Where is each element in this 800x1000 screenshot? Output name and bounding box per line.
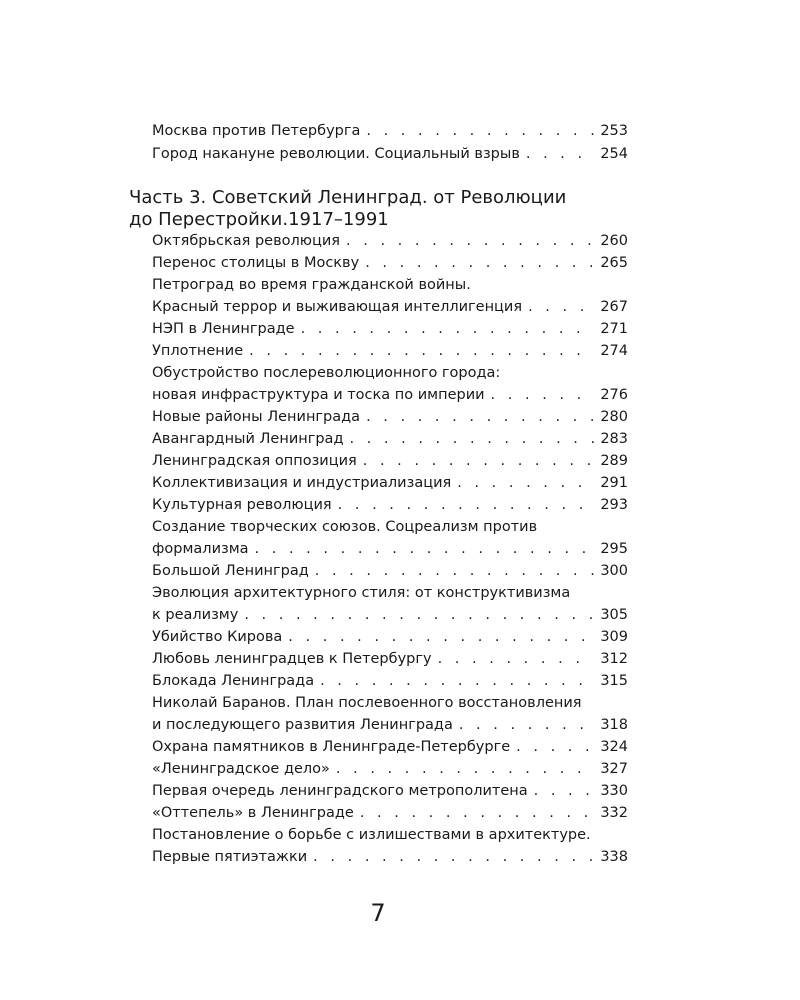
toc-entry-page: 291 xyxy=(600,475,628,491)
dot-leader xyxy=(526,143,594,165)
toc-entry-title: Уплотнение xyxy=(152,343,244,359)
toc-entry-title: «Оттепель» в Ленинграде xyxy=(152,805,354,821)
toc-entry-page: 330 xyxy=(600,783,628,799)
toc-entry-page: 274 xyxy=(600,343,628,359)
toc-entry-title: Перенос столицы в Москву xyxy=(152,255,360,271)
toc-entry-page: 327 xyxy=(600,761,628,777)
toc-entry-page: 265 xyxy=(600,255,628,271)
toc-entry[interactable] xyxy=(152,143,628,165)
toc-entry-page: 254 xyxy=(600,146,628,162)
dot-leader xyxy=(288,626,594,648)
toc-entry-title: Ленинградская оппозиция xyxy=(152,453,357,469)
toc-entry-title: новая инфраструктура и тоска по империи xyxy=(152,387,485,403)
toc-entry-title: Первая очередь ленинградского метрополитена xyxy=(152,783,528,799)
dot-leader xyxy=(313,846,594,868)
toc-entry[interactable] xyxy=(152,846,628,868)
toc-entry[interactable] xyxy=(152,252,628,274)
toc-entry-page: 271 xyxy=(600,321,628,337)
toc-entry-title: формализма xyxy=(152,541,249,557)
toc-entry-title: Любовь ленинградцев к Петербургу xyxy=(152,651,432,667)
toc-entry[interactable] xyxy=(152,670,628,692)
toc-entry-title: Новые районы Ленинграда xyxy=(152,409,361,425)
toc-entry-page: 324 xyxy=(600,739,628,755)
dot-leader xyxy=(315,560,595,582)
toc-entry-page: 300 xyxy=(600,563,628,579)
dot-leader xyxy=(366,120,594,142)
toc-entry[interactable] xyxy=(152,648,628,670)
toc-entry-page: 312 xyxy=(600,651,628,667)
dot-leader xyxy=(349,428,594,450)
dot-leader xyxy=(459,714,594,736)
toc-entry[interactable] xyxy=(152,120,628,142)
page-number: 7 xyxy=(370,899,386,927)
toc-entry-line: Петроград во время гражданской войны. xyxy=(152,277,471,293)
toc-entry-page: 289 xyxy=(600,453,628,469)
toc-entry-page: 260 xyxy=(600,233,628,249)
toc-entry-page: 293 xyxy=(600,497,628,513)
toc-entry-line: Николай Баранов. План послевоенного восстановления xyxy=(152,695,582,711)
toc-entry-title: Культурная революция xyxy=(152,497,332,513)
toc-entry-page: 283 xyxy=(600,431,628,447)
toc-entry[interactable] xyxy=(152,626,628,648)
dot-leader xyxy=(365,252,594,274)
toc-entry-line: Создание творческих союзов. Соцреализм против xyxy=(152,519,538,535)
toc-entry-title: Блокада Ленинграда xyxy=(152,673,315,689)
dot-leader xyxy=(336,758,594,780)
toc-entry-page: 332 xyxy=(600,805,628,821)
toc-entry[interactable] xyxy=(152,340,628,362)
toc-entry-page: 253 xyxy=(600,123,628,139)
dot-leader xyxy=(491,384,595,406)
dot-leader xyxy=(360,802,595,824)
toc-entry-title: Город накануне революции. Социальный взрыв xyxy=(152,146,520,162)
toc-entry-page: 338 xyxy=(600,849,628,865)
toc-entry-title: Большой Ленинград xyxy=(152,563,309,579)
dot-leader xyxy=(244,604,594,626)
toc-entry-title: Коллективизация и индустриализация xyxy=(152,475,452,491)
dot-leader xyxy=(438,648,595,670)
toc-entry[interactable] xyxy=(152,538,628,560)
part-heading-line1: Часть 3. Советский Ленинград. от Революции xyxy=(129,187,567,208)
toc-entry-title: «Ленинградское дело» xyxy=(152,761,330,777)
dot-leader xyxy=(249,340,594,362)
toc-entry-line: Эволюция архитектурного стиля: от конструктивизма xyxy=(152,585,571,601)
toc-entry[interactable] xyxy=(152,736,628,758)
part-heading-line2: до Перестройки.1917–1991 xyxy=(129,209,389,230)
toc-entry[interactable] xyxy=(152,230,628,252)
toc-entry-page: 276 xyxy=(600,387,628,403)
toc-entry-title: НЭП в Ленинграде xyxy=(152,321,295,337)
toc-entry[interactable] xyxy=(152,494,628,516)
toc-entry-title: Первые пятиэтажки xyxy=(152,849,308,865)
toc-entry[interactable] xyxy=(152,802,628,824)
dot-leader xyxy=(338,494,595,516)
dot-leader xyxy=(301,318,595,340)
toc-entry-title: Авангардный Ленинград xyxy=(152,431,344,447)
toc-entry[interactable] xyxy=(152,758,628,780)
toc-entry[interactable] xyxy=(152,384,628,406)
dot-leader xyxy=(534,780,595,802)
toc-entry-title: Красный террор и выживающая интеллигенция xyxy=(152,299,523,315)
dot-leader xyxy=(516,736,594,758)
dot-leader xyxy=(255,538,595,560)
toc-entry-line: Обустройство послереволюционного города: xyxy=(152,365,501,381)
toc-entry-line: Постановление о борьбе с излишествами в архитектуре. xyxy=(152,827,591,843)
dot-leader xyxy=(457,472,594,494)
toc-entry[interactable] xyxy=(152,318,628,340)
toc-entry[interactable] xyxy=(152,472,628,494)
toc-entry-page: 280 xyxy=(600,409,628,425)
toc-entry-page: 315 xyxy=(600,673,628,689)
dot-leader xyxy=(528,296,594,318)
toc-entry-page: 318 xyxy=(600,717,628,733)
toc-entry[interactable] xyxy=(152,604,628,626)
toc-entry[interactable] xyxy=(152,428,628,450)
toc-entry[interactable] xyxy=(152,560,628,582)
toc-entry[interactable] xyxy=(152,406,628,428)
toc-entry-title: Москва против Петербурга xyxy=(152,123,361,139)
toc-entry-title: Охрана памятников в Ленинграде-Петербурге xyxy=(152,739,511,755)
toc-entry[interactable] xyxy=(152,450,628,472)
toc-entry-page: 305 xyxy=(600,607,628,623)
toc-entry-page: 295 xyxy=(600,541,628,557)
toc-entry[interactable] xyxy=(152,296,628,318)
dot-leader xyxy=(346,230,594,252)
toc-entry-title: Октябрьская революция xyxy=(152,233,341,249)
dot-leader xyxy=(366,406,594,428)
toc-entry-title: и последующего развития Ленинграда xyxy=(152,717,453,733)
toc-entry-page: 309 xyxy=(600,629,628,645)
dot-leader xyxy=(320,670,594,692)
toc-entry-page: 267 xyxy=(600,299,628,315)
toc-entry-title: к реализму xyxy=(152,607,239,623)
dot-leader xyxy=(363,450,595,472)
toc-entry[interactable] xyxy=(152,714,628,736)
toc-entry-title: Убийство Кирова xyxy=(152,629,283,645)
toc-entry[interactable] xyxy=(152,780,628,802)
